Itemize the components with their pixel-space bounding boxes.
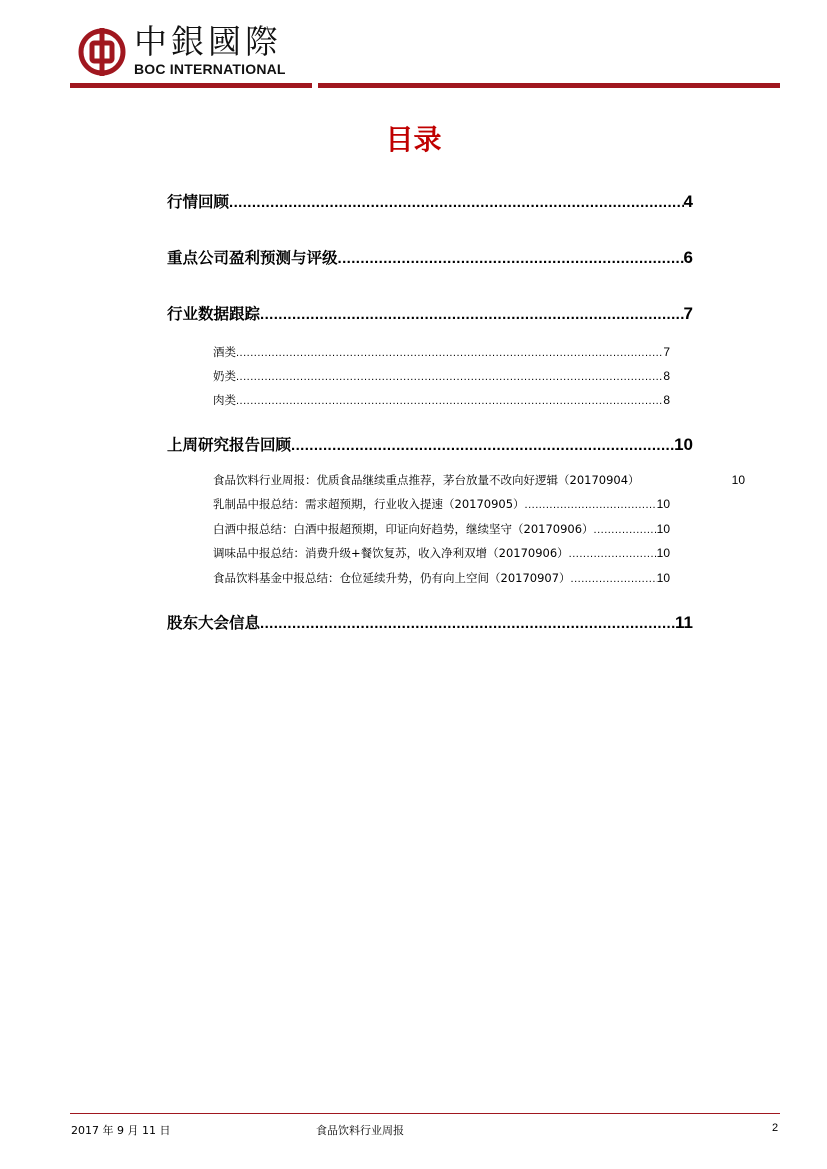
toc-entry-page: 10 — [674, 435, 693, 454]
toc-leader-dots — [260, 615, 675, 632]
toc-subentry-page: 10 — [731, 473, 745, 487]
toc-entry-label: 股东大会信息 — [167, 614, 261, 632]
header-rule-left — [70, 83, 312, 88]
toc-subentry-label: 肉类 — [213, 393, 236, 407]
toc-subentry-page: 8 — [663, 393, 670, 407]
toc-subentry-report-fund[interactable] — [213, 570, 670, 586]
toc-leader-dots — [291, 437, 674, 454]
toc-entry-label: 上周研究报告回顾 — [167, 436, 292, 454]
toc-entry-market-review[interactable] — [167, 190, 693, 212]
toc-subentry-page: 7 — [663, 345, 670, 359]
toc-subentry-meat[interactable] — [213, 392, 670, 408]
footer-rule — [70, 1113, 780, 1114]
toc-entry-page: 7 — [683, 304, 693, 323]
toc-subentry-report-dairy[interactable] — [213, 496, 670, 512]
toc-subentry-label: 调味品中报总结：消费升级+餐饮复苏，收入净利双增（20170906） — [213, 546, 569, 560]
toc-leader-dots — [236, 347, 663, 359]
page-title: 目录 — [385, 123, 442, 156]
toc-subentry-page: 8 — [663, 369, 670, 383]
toc-entry-label: 重点公司盈利预测与评级 — [167, 249, 338, 267]
toc-entry-industry-data[interactable] — [167, 302, 693, 324]
toc-leader-dots — [569, 548, 657, 560]
toc-entry-earnings-forecast[interactable] — [167, 246, 693, 268]
toc-subentry-label: 奶类 — [213, 369, 236, 383]
toc-subentry-label: 食品饮料行业周报：优质食品继续重点推荐，茅台放量不改向好逻辑（20170904） — [213, 473, 640, 487]
toc-subentry-label: 乳制品中报总结：需求超预期，行业收入提速（20170905） — [213, 497, 525, 511]
toc-subentry-liquor[interactable] — [213, 344, 670, 360]
toc-subentry-label: 酒类 — [213, 345, 236, 359]
toc-entry-page: 4 — [683, 192, 693, 211]
toc-leader-dots — [571, 573, 657, 585]
toc-leader-dots — [236, 371, 663, 383]
toc-entry-page: 6 — [683, 248, 693, 267]
toc-subentry-label: 白酒中报总结：白酒中报超预期，印证向好趋势，继续坚守（20170906） — [213, 522, 594, 536]
toc-subentry-page: 10 — [656, 522, 670, 536]
toc-leader-dots — [338, 250, 684, 267]
toc-subentry-report-baijiu[interactable] — [213, 521, 670, 537]
toc-entry-label: 行情回顾 — [167, 193, 230, 211]
toc-entry-shareholder-meetings[interactable] — [167, 611, 693, 633]
footer-date: 2017 年 9 月 11 日 — [71, 1124, 171, 1137]
toc-subentry-page: 10 — [656, 571, 670, 585]
toc-entry-page: 11 — [675, 613, 693, 632]
footer-report-name: 食品饮料行业周报 — [316, 1124, 404, 1137]
boc-logo-icon — [78, 28, 126, 76]
logo-chinese-name: 中銀國際 — [134, 22, 282, 61]
toc-entry-weekly-reports[interactable] — [167, 433, 693, 455]
toc-leader-dots — [525, 499, 657, 511]
toc-leader-dots — [260, 306, 684, 323]
toc-leader-dots — [236, 395, 663, 407]
toc-subentry-label: 食品饮料基金中报总结：仓位延续升势，仍有向上空间（20170907） — [213, 571, 571, 585]
footer-page-number: 2 — [772, 1122, 779, 1134]
toc-subentry-page: 10 — [656, 546, 670, 560]
toc-subentry-dairy[interactable] — [213, 368, 670, 384]
header-rule-right — [318, 83, 780, 88]
logo-english-name: BOC INTERNATIONAL — [134, 61, 286, 77]
toc-leader-dots — [594, 524, 657, 536]
toc-leader-dots — [229, 194, 684, 211]
toc-entry-label: 行业数据跟踪 — [167, 305, 261, 323]
toc-subentry-page: 10 — [656, 497, 670, 511]
toc-subentry-report-condiments[interactable] — [213, 545, 670, 561]
toc-subentry-report-weekly[interactable] — [213, 472, 745, 488]
